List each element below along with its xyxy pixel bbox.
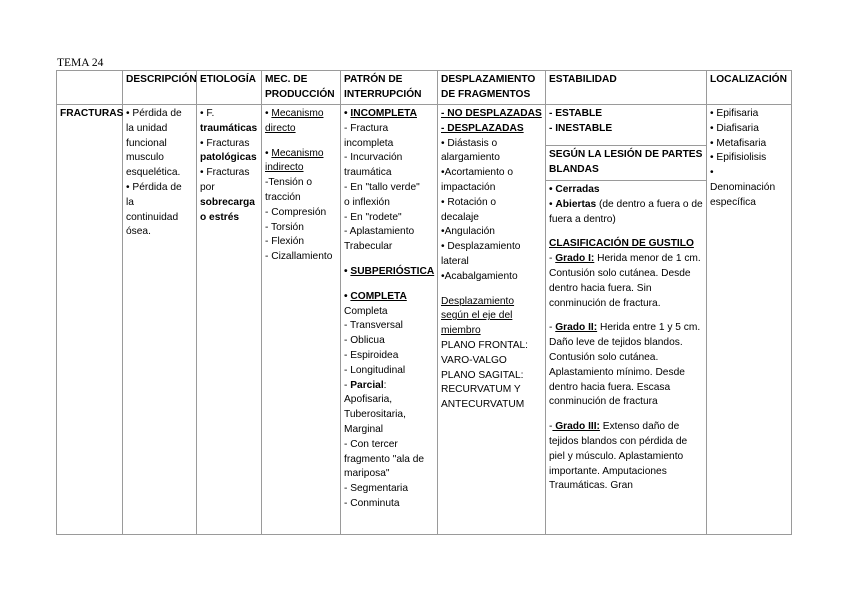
header-localizacion: LOCALIZACIÓN — [707, 71, 792, 105]
header-mecanismo: MEC. DE PRODUCCIÓN — [262, 71, 341, 105]
estabilidad-detalle: • Cerradas • Abiertas (de dentro a fuera o de fuera a dentro) CLASIFICACIÓN DE GUSTILO - Grado I: Herida menor de 1 cm. Contusión solo cutánea. Desde dentro hacia fuera. Sin conminución de fractura. - Grado II: Herida entre 1 y 5 cm. Daño leve de tejidos blandos. Contusión solo cutánea. Aplastamiento mínimo. Desde dentro hacia fuera. Escasa conminución de fractura - Grado III: Extenso daño de tejidos blandos con pérdida de piel y músculo. Aplastamiento importante. Amputaciones Traumáticas. Gran — [546, 180, 706, 496]
cell-mecanismo: • Mecanismo directo • Mecanismo indirecto -Tensión o tracción - Compresión - Torsión - Flexión - Cizallamiento — [262, 105, 341, 535]
fracturas-table — [56, 70, 792, 535]
header-row — [57, 71, 792, 105]
cell-patron: • INCOMPLETA - Fractura incompleta - Incurvación traumática - En "tallo verde" o inflexión - En "rodete" - Aplastamiento Trabecular • SUBPERIÓSTICA • COMPLETA Completa - Transversal - Oblicua - Espiroidea - Longitudinal - Parcial: Apofisaria, Tuberositaria, Marginal - Con tercer fragmento "ala de mariposa" - Segmentaria - Conminuta — [341, 105, 438, 535]
estabilidad-tipo: - ESTABLE - INESTABLE — [549, 108, 613, 134]
header-desplazamiento: DESPLAZAMIENTO DE FRAGMENTOS — [438, 71, 546, 105]
row-label: FRACTURAS — [57, 105, 123, 535]
cell-estabilidad — [546, 105, 707, 535]
header-estabilidad: ESTABILIDAD — [546, 71, 707, 105]
header-descripcion: DESCRIPCIÓN — [123, 71, 197, 105]
header-etiologia: ETIOLOGÍA — [197, 71, 262, 105]
cell-etiologia: • F. traumáticas • Fracturas patológicas • Fracturas por sobrecarga o estrés — [197, 105, 262, 535]
cell-descripcion: • Pérdida de la unidad funcional musculo esquelética. • Pérdida de la continuidad ósea. — [123, 105, 197, 535]
page-title: TEMA 24 — [57, 57, 104, 69]
header-patron: PATRÓN DE INTERRUPCIÓN — [341, 71, 438, 105]
cell-localizacion: • Epifisaria • Diafisaria • Metafisaria • Epifisiolisis • Denominación específica — [707, 105, 792, 535]
fracturas-row — [57, 105, 792, 535]
estabilidad-partes-blandas-title: SEGÚN LA LESIÓN DE PARTES BLANDAS — [546, 145, 706, 180]
cell-desplazamiento: - NO DESPLAZADAS - DESPLAZADAS • Diástasis o alargamiento •Acortamiento o impactación • Rotación o decalaje •Angulación • Desplazamiento lateral •Acabalgamiento Desplazamiento según el eje del miembro PLANO FRONTAL: VARO-VALGO PLANO SAGITAL: RECURVATUM Y ANTECURVATUM — [438, 105, 546, 535]
header-empty — [57, 71, 123, 105]
